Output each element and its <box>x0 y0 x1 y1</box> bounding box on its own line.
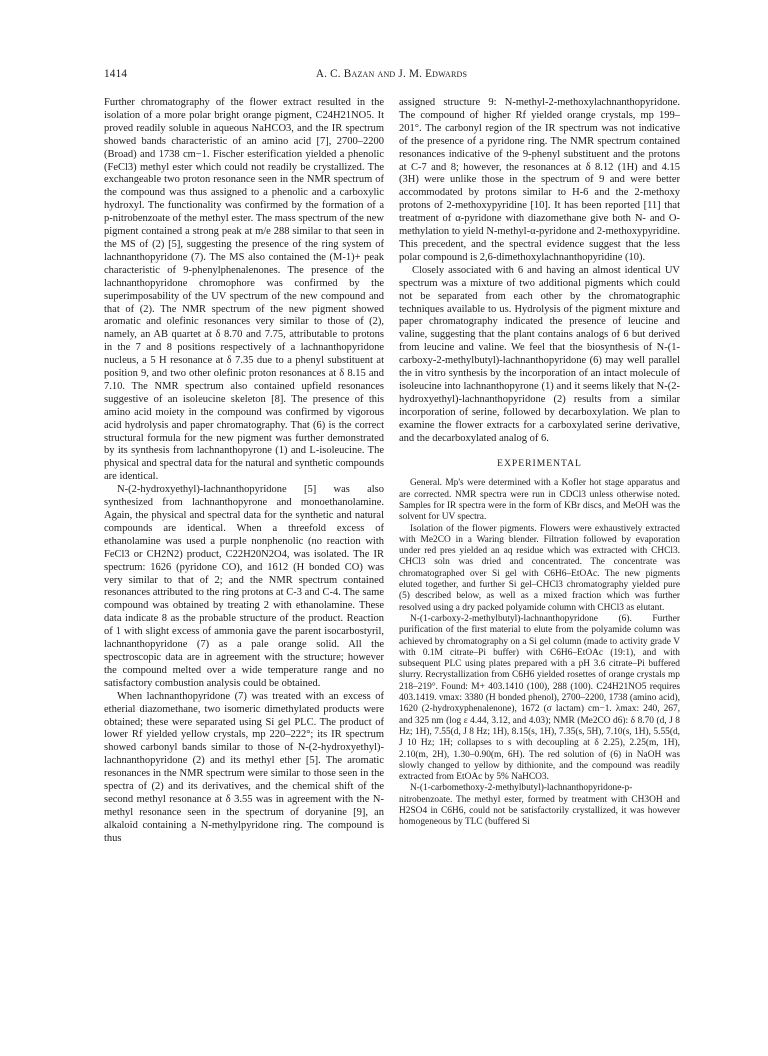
running-head-authors: A. C. Bazan and J. M. Edwards <box>315 68 468 80</box>
section-heading-experimental: EXPERIMENTAL <box>497 458 582 470</box>
experimental-paragraph: General. Mp's were determined with a Kofler hot stage apparatus and are corrected. NMR spectra were run in CDCl3 unless otherwise noted. Samples for IR spectra were in the form of KBr discs, and MeOH was the solvent for UV spectra. <box>399 478 680 523</box>
experimental-paragraph: N-(1-carboxy-2-methylbutyl)-lachnanthopyridone (6). Further purification of the first material to elute from the polyamide column was achieved by chromatography on a Si gel column (made to activity grade V with 0.1M citrate–Pi buffer) with C6H6–EtOAc (19:1), and with subsequent PLC using plates prepared with a pH 3.6 citrate–Pi buffered slurry. Recrystallization from C6H6 yielded rosettes of orange crystals mp 218–219°. Found: M+ 403.1410 (100), 288 (100). C24H21NO5 requires 403.1419. νmax: 3380 (H bonded phenol), 2700–2200, 1738 (amino acid), 1620 (2-hydroxyphenalenone), 1672 (σ lactam) cm−1. λmax: 240, 267, and 325 nm (log ε 4.44, 3.12, and 4.03); NMR (Me2CO d6): δ 8.70 (d, J 8 Hz; 1H), 7.55(d, J 8 Hz; 1H), 8.15(s, 1H), 7.35(s, 5H), 7.10(s, 1H), 5.55(d, J 10 Hz; 1H; collapses to s with decoupling at δ 2.25), 2.25(m, 1H), 2.10(m, 2H), 1.30–0.90(m, 6H). The red solution of (6) in NaOH was slowly changed to yellow by dithionite, and the compound was readily extracted from EtOAc by 5% NaHCO3. <box>399 613 680 783</box>
page-header <box>104 68 679 84</box>
body-paragraph: N-(2-hydroxyethyl)-lachnanthopyridone [5] was also synthesized from lachnanthopyrone and monoethanolamine. Again, the physical and spectral data for the synthetic and natural compounds are identical. When a threefold excess of ethanolamine was used a purple nonphenolic (no reaction with FeCl3 or CH2N2) product, C22H20N2O4, was isolated. The IR spectrum: 1626 (pyridone CO), and 1612 (H bonded CO) was very similar to that of 2; and the NMR spectrum contained resonances attributed to the ring protons at C-3 and C-4. The same compound was obtained by treating 2 with ethanolamine. These data indicate 8 as the probable structure of the product. Reaction of 1 with slight excess of ammonia gave the parent isocarbostyril, lachnanthopyridone (7) as a pale orange solid. All the spectroscopic data are in agreement with the structure; however the compound melted over a wide temperature range and no satisfactory combustion analysis could be obtained. <box>104 484 384 689</box>
right-column <box>399 97 680 829</box>
experimental-paragraph: Isolation of the flower pigments. Flowers were exhaustively extracted with Me2CO in a Waring blender. Filtration followed by evaporation under red pres yielded an aq residue which was extracted with CHCl3. CHCl3 soln was dried and concentrated. The concentrate was chromatographed over Si gel with C6H6–EtOAc. The new pigments eluted together, and further Si gel–CHCl3 chromatography yielded pure (5) described below, as well as a mixed fraction which was further resolved using a dry packed polyamide column with CHCl3 as elutant. <box>399 523 680 613</box>
page-number: 1414 <box>104 68 128 80</box>
left-column <box>104 97 384 846</box>
body-paragraph: Closely associated with 6 and having an almost identical UV spectrum was a mixture of two additional pigments which could not be separated from each other by the chromatographic techniques available to us. Hydrolysis of the pigment mixture and paper chromatography indicated the presence of leucine and valine, suggesting that the plant contains analogs of 6 but derived from leucine and valine. We feel that the biosynthesis of N-(1-carboxy-2-methylbutyl)-lachnanthopyridone (6) may well parallel the in vitro synthesis by the incorporation of an intact molecule of isoleucine into lachnanthopyrone (1) and it seems likely that N-(2-hydroxyethyl)-lachnanthopyridone (2) results from a similar incorporation of serine, followed by decarboxylation. We plan to examine the flower extracts for a carboxylated serine derivative, and the decarboxylated analog of 6. <box>399 264 680 444</box>
experimental-section <box>399 478 680 828</box>
body-paragraph: When lachnanthopyridone (7) was treated with an excess of etherial diazomethane, two isomeric dimethylated products were obtained; these were separated using Si gel PLC. The product of lower Rf yielded yellow crystals, mp 220–222°; its IR spectrum showed carbonyl bands similar to those of N-(2-hydroxyethyl)-lachnanthopyridone (2) and its methyl ether [5]. The aromatic resonances in the NMR spectrum were similar to those seen in the spectra of (2) and its derivatives, and the chemical shift of the second methyl resonance at δ 3.55 was in agreement with the N-methyl resonance seen in the spectrum of doryanine [9], an alkaloid containing a N-methylpyridone ring. The compound is thus <box>104 690 384 844</box>
experimental-paragraph: N-(1-carbomethoxy-2-methylbutyl)-lachnanthopyridone-p-nitrobenzoate. The methyl ester, formed by treatment with CH3OH and H2SO4 in C6H6, could not be satisfactorily crystallized, it was however homogeneous by TLC (buffered Si <box>399 783 680 828</box>
body-paragraph: assigned structure 9: N-methyl-2-methoxylachnanthopyridone. The compound of higher Rf yielded orange crystals, mp 199–201°. The carbonyl region of the IR spectrum was not indicative of the presence of a pyridone ring. The NMR spectrum contained resonances indicative of the 9-phenyl substituent and the protons at C-7 and 8; however, the resonances at δ 8.12 (1H) and 4.15 (3H) were unlike those in the spectrum of 9 and were better accommodated by protons similar to H-6 and the 2-methoxy protons of 2-methoxypyridine [10]. It has been reported [11] that treatment of α-pyridone with diazomethane give both N- and O- methylation to yield N-methyl-α-pyridone and 2-methoxypyridine. This precedent, and the spectral evidence suggest that the less polar compound is 2,6-dimethoxylachnanthopyridine (10). <box>399 97 680 263</box>
body-paragraph: Further chromatography of the flower extract resulted in the isolation of a more polar bright orange pigment, C24H21NO5. It proved readily soluble in aqueous NaHCO3, and the IR spectrum showed bands characteristic of an amino acid [7], 2700–2200 (Broad) and 1738 cm−1. Fischer esterification yielded a phenolic (FeCl3) methyl ester which could not readily be crystallized. The exchangeable two proton resonance seen in the NMR spectrum of the compound was thus assigned to a phenolic and a carboxylic hydroxyl. The functionality was confirmed by the formation of a p-nitrobenzoate of the methyl ester. The mass spectrum of the new pigment contained a strong peak at m/e 288 similar to that seen in the MS of (2) [5], suggesting the presence of the ring system of lachnanthopyridone (7). The MS also contained the (M-1)+ peak characteristic of 9-phenylphenalenones. The presence of the lachnanthopyridone chromophore was confirmed by the superimposability of the UV spectrum of the new compound and that of (2). The NMR spectrum of the new pigment showed aromatic and olefinic resonances very similar to those of (2), namely, an AB quartet at δ 8.70 and 7.75, attributable to protons in the 7 and 8 positions respectively of a lachnanthopyridone nucleus, a 5 H resonance at δ 7.35 due to a phenyl substituent at position 9, and two other olefinic proton resonances at δ 8.15 and 7.10. The NMR spectrum also contained upfield resonances suggestive of an isoleucine skeleton [8]. The presence of this amino acid moiety in the compound was confirmed by vigorous acid hydrolysis and paper chromatography. That (6) is the correct structural formula for the new pigment was further demonstrated by its synthesis from lachnanthopyrone (1) and L-isoleucine. The physical and spectral data for the natural and synthetic compounds are identical. <box>104 97 384 483</box>
